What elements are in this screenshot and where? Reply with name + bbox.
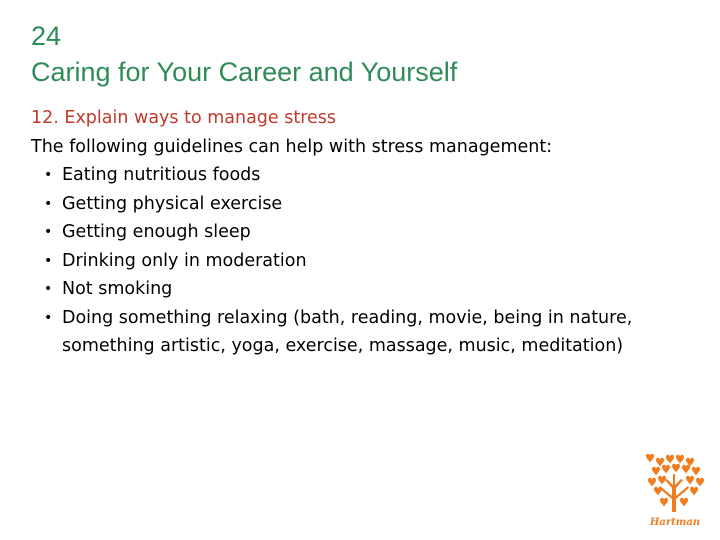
list-item [31, 247, 691, 276]
slide-title [31, 18, 457, 90]
chapter-number: 24 [31, 21, 62, 51]
tree-of-hearts-icon [646, 454, 704, 528]
list-item [31, 218, 691, 247]
intro-text: The following guidelines can help with stress management: [31, 136, 553, 157]
hartman-logo [646, 454, 704, 528]
list-item-text: Eating nutritious foods [62, 165, 261, 185]
list-item [31, 275, 691, 304]
list-item [31, 304, 691, 361]
bullet-icon: • [44, 224, 53, 240]
bullet-icon: • [44, 195, 53, 212]
list-item-text: Doing something relaxing (bath, reading, movie, being in nature, something artistic, yoga, exercise, massage, music, meditation) [62, 307, 633, 356]
list-item [31, 190, 691, 219]
bullet-icon: • [44, 252, 53, 269]
bullet-list [31, 161, 691, 361]
list-item-text: Drinking only in moderation [62, 250, 307, 271]
objective-heading: 12. Explain ways to manage stress [31, 108, 337, 128]
bullet-icon: • [44, 281, 53, 297]
slide-content [31, 104, 691, 361]
list-item [31, 161, 691, 190]
chapter-title: Caring for Your Career and Yourself [31, 57, 458, 87]
bullet-icon: • [44, 309, 53, 326]
list-item-text: Getting physical exercise [62, 193, 283, 214]
list-item-text: Getting enough sleep [62, 222, 251, 242]
bullet-icon: • [44, 167, 53, 183]
list-item-text: Not smoking [62, 279, 173, 299]
logo-text: Hartman [649, 517, 701, 528]
